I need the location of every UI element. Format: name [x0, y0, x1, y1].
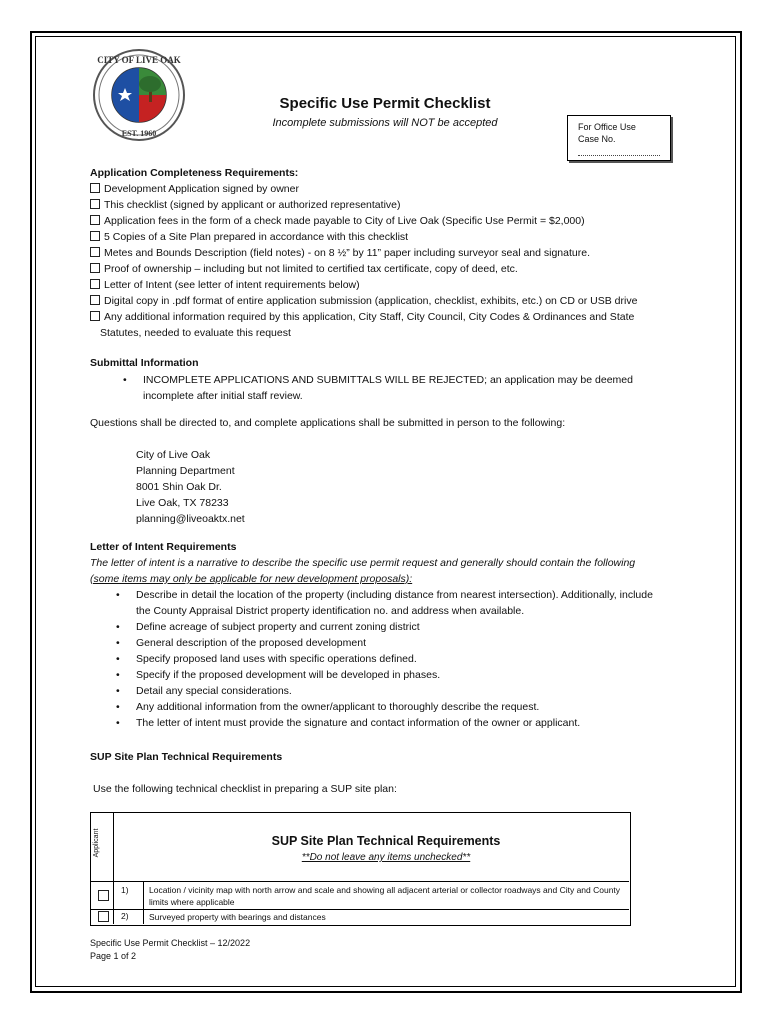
address-block: City of Live Oak Planning Department 8001 Shin Oak Dr. Live Oak, TX 78233 planning@liveoaktx.net [136, 449, 245, 525]
letter-bullets [116, 587, 653, 731]
checkbox[interactable] [90, 231, 100, 241]
list-item: • Specify proposed land uses with specific operations defined. [116, 653, 417, 665]
questions-text: Questions shall be directed to, and complete applications shall be submitted in person to the following: [90, 417, 566, 429]
checklist-item[interactable]: 5 Copies of a Site Plan prepared in accordance with this checklist [90, 229, 637, 245]
row-number: 1) [121, 885, 129, 895]
checklist-item[interactable]: Proof of ownership – including but not limited to certified tax certificate, copy of deed, etc. [90, 261, 637, 277]
checklist-item[interactable]: Metes and Bounds Description (field notes) - on 8 ½” by 11” paper including surveyor seal and signature. [90, 245, 637, 261]
footer [90, 937, 250, 963]
checkbox[interactable] [90, 183, 100, 193]
list-item: • The letter of intent must provide the signature and contact information of the owner or applicant. [116, 717, 581, 729]
list-item: • Describe in detail the location of the property (including distance from nearest intersection). Additionally, include [116, 589, 653, 601]
document-title: Specific Use Permit Checklist [279, 95, 491, 112]
checkbox[interactable] [90, 247, 100, 257]
submittal-bullet: • INCOMPLETE APPLICATIONS AND SUBMITTALS WILL BE REJECTED; an application may be deemed incomplete after initial staff review. [123, 374, 633, 402]
seal-text-bottom: EST. 1960 [121, 129, 157, 138]
case-no-field[interactable] [578, 145, 660, 156]
checklist-item-continuation: Statutes, needed to evaluate this request [100, 327, 291, 339]
checklist-item[interactable]: This checklist (signed by applicant or authorized representative) [90, 197, 637, 213]
bullet-icon: • [123, 374, 127, 386]
letter-intro: The letter of intent is a narrative to describe the specific use permit request and generally should contain the following (some items may only be applicable for new development proposals): [90, 557, 636, 585]
office-use-box [567, 115, 671, 161]
document-subtitle: Incomplete submissions will NOT be accepted [272, 117, 498, 129]
letter-heading: Letter of Intent Requirements [90, 541, 237, 553]
row-checkbox[interactable] [98, 911, 109, 922]
row-number: 2) [121, 911, 129, 921]
submittal-heading: Submittal Information [90, 357, 199, 369]
list-item: • Define acreage of subject property and current zoning district [116, 621, 420, 633]
checkbox[interactable] [90, 311, 100, 321]
email-link[interactable]: planning@liveoaktx.net [136, 513, 245, 525]
checklist-item[interactable]: Digital copy in .pdf format of entire application submission (application, checklist, exhibits, etc.) on CD or USB drive [90, 293, 637, 309]
list-item: • Specify if the proposed development will be developed in phases. [116, 669, 441, 681]
list-item: • Any additional information from the owner/applicant to thoroughly describe the request. [116, 701, 540, 713]
seal-text-top: CITY OF LIVE OAK [97, 55, 181, 65]
checkbox[interactable] [90, 295, 100, 305]
list-item: • Detail any special considerations. [116, 685, 292, 697]
table-divider [143, 881, 144, 924]
completeness-heading: Application Completeness Requirements: [90, 167, 299, 179]
table-divider [113, 812, 114, 924]
checklist-item[interactable]: Letter of Intent (see letter of intent requirements below) [90, 277, 637, 293]
sup-intro: Use the following technical checklist in preparing a SUP site plan: [93, 783, 397, 795]
list-item-continuation: the County Appraisal District property identification no. and address when available. [136, 605, 525, 617]
checkbox[interactable] [90, 215, 100, 225]
checklist-item[interactable]: Development Application signed by owner [90, 181, 637, 197]
page-number: Page 1 of 2 [90, 951, 137, 961]
completeness-list [90, 181, 637, 341]
checklist-item[interactable]: Any additional information required by this application, City Staff, City Council, City Codes & Ordinances and State [90, 309, 637, 325]
list-item: • General description of the proposed development [116, 637, 366, 649]
checkbox[interactable] [90, 279, 100, 289]
table-title: SUP Site Plan Technical Requirements [271, 834, 501, 848]
applicant-column-header: Applicant [93, 828, 100, 858]
footer-doc-label: Specific Use Permit Checklist – 12/2022 [90, 938, 251, 948]
checklist-item[interactable]: Application fees in the form of a check made payable to City of Live Oak (Specific Use Permit = $2,000) [90, 213, 637, 229]
checkbox[interactable] [90, 263, 100, 273]
table-divider [90, 909, 629, 910]
row-text: Location / vicinity map with north arrow and scale and showing all adjacent arterial or collector roadways and City and County limits where applicable [149, 885, 621, 907]
office-use-label: For Office Use [578, 122, 636, 132]
table-subtitle: **Do not leave any items unchecked** [301, 852, 471, 863]
row-text: Surveyed property with bearings and distances [149, 912, 326, 922]
checkbox[interactable] [90, 199, 100, 209]
table-divider [90, 881, 629, 882]
sup-heading: SUP Site Plan Technical Requirements [90, 751, 283, 763]
case-no-label: Case No. [578, 134, 616, 144]
row-checkbox[interactable] [98, 890, 109, 901]
